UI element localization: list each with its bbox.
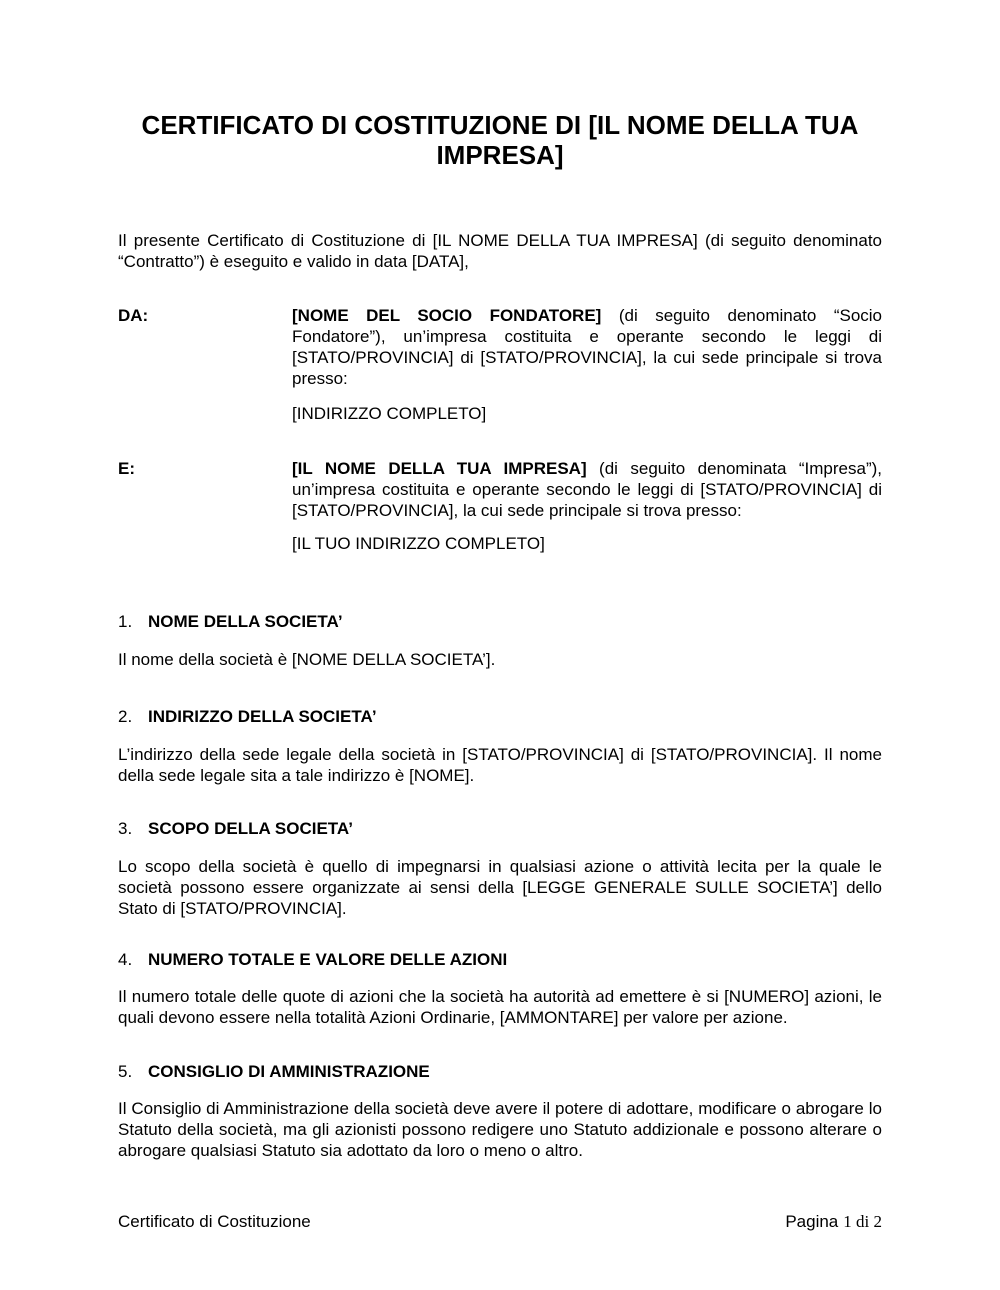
section-5-number: 5. (118, 1062, 133, 1081)
section-4-title: NUMERO TOTALE E VALORE DELLE AZIONI (148, 950, 508, 969)
document-title: CERTIFICATO DI COSTITUZIONE DI [IL NOME DELLA TUA IMPRESA] (141, 110, 859, 170)
section-4-heading (118, 949, 882, 970)
party-description-e: (di seguito denominata “Impresa”), un’impresa costituita e operante secondo le leggi di [STATO/PROVINCIA] di [STATO/PROVINCIA], la cui sede principale si trova presso: (292, 459, 882, 520)
section-2-heading (118, 706, 882, 727)
section-5-body: Il Consiglio di Amministrazione della società deve avere il potere di adottare, modificare o abrogare lo Statuto della società, ma gli azionisti possono redigere uno Statuto addizionale e possono alterare o abrogare qualsiasi Statuto sia adottato da loro o meno o altro. (118, 1099, 882, 1160)
section-2-body: L’indirizzo della sede legale della società in [STATO/PROVINCIA] di [STATO/PROVINCIA]. Il nome della sede legale sita a tale indirizzo è [NOME]. (118, 745, 882, 785)
section-4-number: 4. (118, 950, 133, 969)
party-name-e: [IL NOME DELLA TUA IMPRESA] (292, 459, 587, 478)
section-2-number: 2. (118, 707, 133, 726)
section-4-body: Il numero totale delle quote di azioni che la società ha autorità ad emettere è si [NUMERO] azioni, le quali devono essere nella totalità Azioni Ordinarie, [AMMONTARE] per valore per azione. (118, 987, 882, 1027)
party-label-da: DA: (118, 306, 149, 325)
party-label-e: E: (118, 459, 135, 478)
party-block-da (118, 305, 882, 389)
section-1-body: Il nome della società è [NOME DELLA SOCIETA’]. (118, 650, 496, 669)
section-3-body: Lo scopo della società è quello di impegnarsi in qualsiasi azione o attività lecita per la quale le società possono essere organizzate ai sensi della [LEGGE GENERALE SULLE SOCIETA’] dello Stato di [STATO/PROVINCIA]. (118, 857, 882, 918)
section-1-heading (118, 611, 882, 632)
party-block-e (118, 458, 882, 521)
footer-page-number: 1 di 2 (843, 1212, 882, 1231)
section-2-title: INDIRIZZO DELLA SOCIETA’ (148, 707, 377, 726)
footer-page-label: Pagina (785, 1212, 839, 1231)
section-5-title: CONSIGLIO DI AMMINISTRAZIONE (148, 1062, 430, 1081)
party-address-da: [INDIRIZZO COMPLETO] (292, 404, 487, 423)
section-1-title: NOME DELLA SOCIETA’ (148, 612, 343, 631)
party-name-da: [NOME DEL SOCIO FONDATORE] (292, 306, 602, 325)
party-text-da (292, 305, 882, 389)
section-3-number: 3. (118, 819, 133, 838)
page-footer (118, 1211, 882, 1232)
party-description-da: (di seguito denominato “Socio Fondatore”), un’impresa costituita e operante secondo le leggi di [STATO/PROVINCIA] di [STATO/PROVINCIA], la cui sede principale si trova presso: (292, 306, 883, 388)
intro-paragraph: Il presente Certificato di Costituzione di [IL NOME DELLA TUA IMPRESA] (di seguito denominato “Contratto”) è eseguito e valido in data [DATA], (118, 231, 882, 271)
section-3-title: SCOPO DELLA SOCIETA’ (148, 819, 353, 838)
footer-document-name: Certificato di Costituzione (118, 1212, 311, 1231)
section-5-heading (118, 1061, 882, 1082)
party-text-e (292, 458, 882, 521)
section-1-number: 1. (118, 612, 133, 631)
party-address-e: [IL TUO INDIRIZZO COMPLETO] (292, 534, 545, 553)
footer-pagination (785, 1211, 882, 1232)
section-3-heading (118, 818, 882, 839)
